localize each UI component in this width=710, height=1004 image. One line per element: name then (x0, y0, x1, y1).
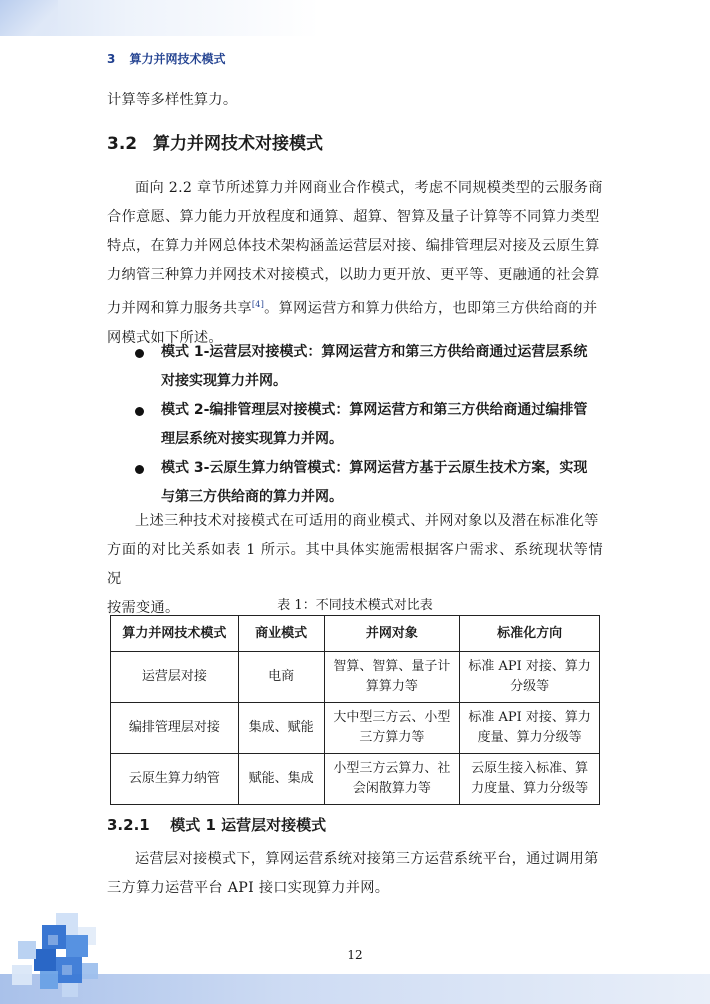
para-text: 力并网和算力服务共享 (107, 300, 252, 317)
cell-line: 会闲散算力等 (352, 781, 431, 796)
bullet-line: 模式 1-运营层对接模式：算网运营方和第三方供给商通过运营层系统 (161, 344, 588, 360)
intro-line: 计算等多样性算力。 (107, 92, 238, 108)
para-line: 面向 2.2 章节所述算力并网商业合作模式，考虑不同规模类型的云服务商 (135, 180, 603, 196)
section-heading (107, 129, 323, 154)
cell-mode: 云原生算力纳管 (111, 754, 239, 805)
cell-object (324, 703, 460, 754)
section-number: 3.2 (107, 134, 138, 154)
table-header-row (111, 616, 600, 652)
table-row (111, 754, 600, 805)
table-caption: 表 1：不同技术模式对比表 (277, 598, 433, 613)
bullet-line: 对接实现算力并网。 (161, 373, 287, 389)
column-header: 并网对象 (324, 616, 460, 652)
cell-object (324, 754, 460, 805)
para-line: 网模式如下所述。 (107, 329, 223, 346)
bullet-line: 与第三方供给商的算力并网。 (161, 489, 343, 505)
column-header: 商业模式 (238, 616, 324, 652)
bottom-decorative-band (0, 974, 710, 1004)
cell-line: 小型三方云算力、社 (333, 761, 451, 776)
bullet-line: 模式 2-编排管理层对接模式：算网运营方和第三方供给商通过编排管 (161, 402, 588, 418)
para-line: 上述三种技术对接模式在可适用的商业模式、并网对象以及潜在标准化等 (135, 513, 599, 529)
subsection-title: 模式 1 运营层对接模式 (170, 816, 327, 834)
bullet-item (135, 396, 605, 454)
cell-line: 三方算力等 (359, 730, 425, 745)
bullet-item (135, 454, 605, 512)
bullet-line: 模式 3-云原生算力纳管模式：算网运营方基于云原生技术方案，实现 (161, 460, 588, 476)
comparison-table (110, 615, 600, 805)
running-header (107, 50, 226, 67)
mode-bullet-list (135, 338, 605, 512)
cell-line: 力度量、算力分级等 (471, 781, 589, 796)
para-line: 合作意愿、算力能力开放程度和通算、超算、智算及量子计算等不同算力类型 (107, 209, 600, 225)
bullet-dot-icon (135, 349, 144, 358)
top-decorative-band (0, 0, 710, 36)
paragraph-intro (107, 174, 603, 353)
bullet-item (135, 338, 605, 396)
cell-mode: 编排管理层对接 (111, 703, 239, 754)
cell-line: 智算、智算、量子计 (333, 659, 451, 674)
section-title: 算力并网技术对接模式 (153, 134, 324, 154)
bullet-dot-icon (135, 465, 144, 474)
cell-line: 分级等 (510, 679, 550, 694)
page-number: 12 (347, 948, 363, 962)
column-header: 算力并网技术模式 (111, 616, 239, 652)
table-row (111, 703, 600, 754)
column-header: 标准化方向 (460, 616, 600, 652)
para-line: 按需变通。 (107, 600, 180, 616)
cell-standard (460, 754, 600, 805)
blue-cube-logo-icon (4, 905, 104, 1000)
bullet-line: 理层系统对接实现算力并网。 (161, 431, 343, 447)
subsection-number: 3.2.1 (107, 816, 150, 834)
para-line: 特点，在算力并网总体技术架构涵盖运营层对接、编排管理层对接及云原生算 (107, 238, 600, 254)
para-line: 运营层对接模式下，算网运营系统对接第三方运营系统平台，通过调用第 (135, 851, 599, 867)
bullet-dot-icon (135, 407, 144, 416)
cell-business: 电商 (238, 652, 324, 703)
table-row (111, 652, 600, 703)
cell-line: 大中型三方云、小型 (333, 710, 451, 725)
top-corner-decoration (0, 0, 58, 36)
header-section-number: 3 (107, 52, 116, 66)
paragraph-mode1 (107, 845, 603, 903)
cell-line: 云原生接入标准、算 (471, 761, 589, 776)
cell-line: 标准 API 对接、算力 (468, 710, 591, 725)
cell-standard (460, 703, 600, 754)
para-line: 方面的对比关系如表 1 所示。其中具体实施需根据客户需求、系统现状等情况 (107, 542, 603, 587)
cell-standard (460, 652, 600, 703)
cell-line: 度量、算力分级等 (477, 730, 582, 745)
para-line: 力纳管三种算力并网技术对接模式，以助力更开放、更平等、更融通的社会算 (107, 267, 600, 283)
citation-reference[interactable]: [4] (251, 300, 265, 309)
cell-business: 集成、赋能 (238, 703, 324, 754)
cell-line: 标准 API 对接、算力 (468, 659, 591, 674)
cell-line: 算算力等 (365, 679, 418, 694)
cell-business: 赋能、集成 (238, 754, 324, 805)
header-section-title: 算力并网技术模式 (129, 52, 226, 66)
cell-mode: 运营层对接 (111, 652, 239, 703)
cell-object (324, 652, 460, 703)
para-line (107, 290, 603, 324)
para-text: 。算网运营方和算力供给方，也即第三方供给商的并 (264, 300, 598, 317)
para-line: 三方算力运营平台 API 接口实现算力并网。 (107, 880, 390, 896)
subsection-heading (107, 814, 326, 835)
